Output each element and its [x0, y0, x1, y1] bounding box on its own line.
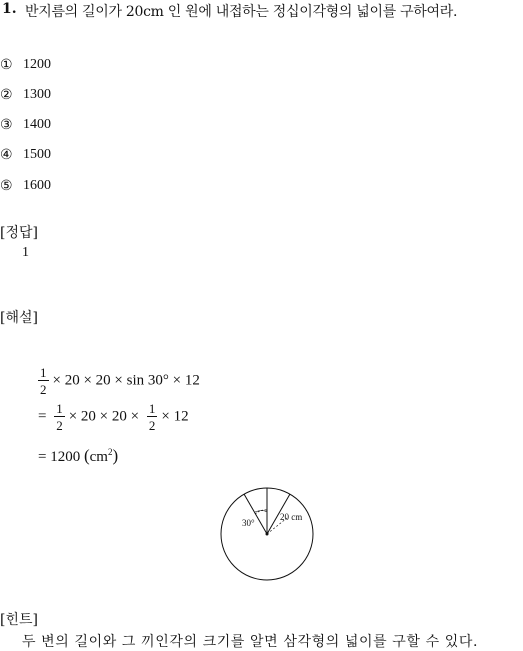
circle-figure	[215, 482, 321, 586]
choice-mark: ①	[0, 57, 13, 73]
exponent: 2	[107, 447, 113, 457]
choice-5[interactable]	[0, 178, 51, 194]
choice-1[interactable]	[0, 57, 51, 73]
choice-mark: ④	[0, 147, 13, 163]
formula-text: × 20 × 20 ×	[68, 408, 140, 425]
choice-2[interactable]	[0, 87, 51, 103]
formula-line-1	[38, 366, 200, 396]
question-text: 반지름의 길이가 20cm 인 원에 내접하는 정십이각형의 넓이를 구하여라.	[25, 4, 458, 20]
formula-line-3: = 1200 $(cm^2)$	[38, 446, 119, 465]
unit: cm	[89, 449, 108, 465]
choice-mark: ⑤	[0, 178, 13, 194]
formula-text: = 1200	[38, 449, 81, 465]
formula-line-2	[38, 402, 189, 432]
choice-mark: ③	[0, 117, 13, 133]
choice-value: 1200	[23, 57, 51, 72]
formula-text: × 20 × 20 × sin 30° × 12	[52, 372, 200, 389]
fraction: $\frac{1}{2}$	[148, 401, 156, 433]
answer-value: 1	[22, 245, 29, 260]
choice-value: 1600	[23, 178, 51, 193]
radius-label: 20 cm	[280, 512, 303, 522]
choice-3[interactable]	[0, 117, 51, 133]
question-number: 1.	[2, 1, 17, 17]
hint-text: 두 변의 길이와 그 끼인각의 크기를 알면 삼각형의 넓이를 구할 수 있다.	[22, 634, 479, 650]
choice-value: 1400	[23, 117, 51, 132]
angle-arc	[255, 511, 267, 513]
choice-mark: ②	[0, 87, 13, 103]
choice-value: 1500	[23, 147, 51, 162]
fraction: $\frac{1}{2}$	[56, 401, 63, 433]
equals-sign: =	[38, 408, 47, 425]
choice-value: 1300	[23, 87, 51, 102]
hint-label: [힌트]	[0, 612, 38, 628]
answer-label: [정답]	[0, 225, 38, 241]
angle-label: 30°	[242, 518, 255, 528]
center-point	[266, 533, 269, 536]
formula-text: × 12	[161, 408, 189, 425]
explanation-label: [해설]	[0, 310, 38, 326]
choice-4[interactable]	[0, 147, 51, 163]
fraction: $\frac{1}{2}$	[40, 365, 47, 397]
